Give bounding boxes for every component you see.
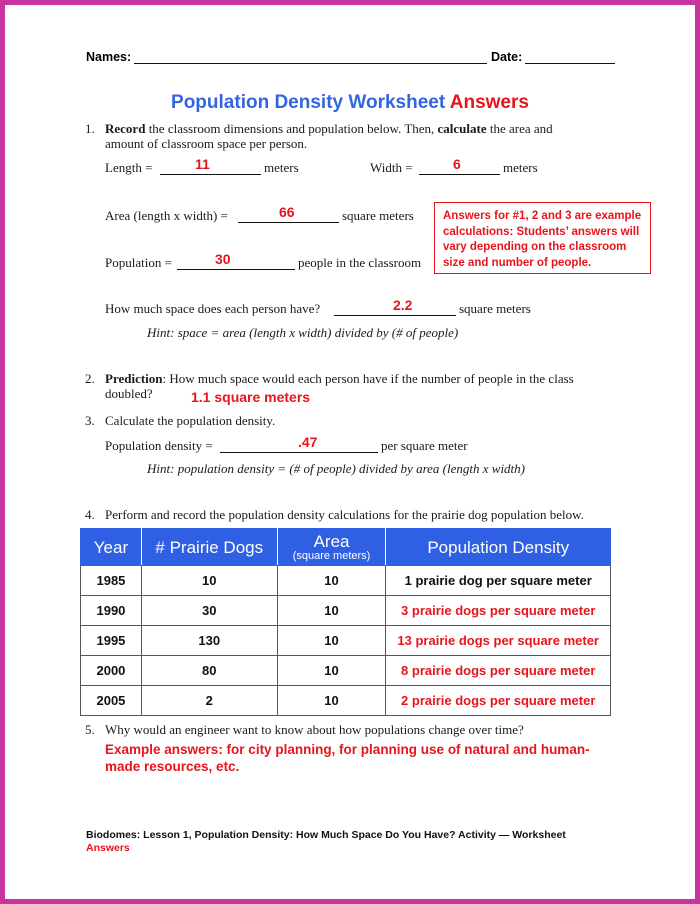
length-unit: meters [264, 160, 299, 175]
space-hint: Hint: space = area (length x width) divided by (# of people) [147, 325, 459, 340]
space-line [334, 315, 456, 316]
density-hint: Hint: population density = (# of people) divided by area (length x width) [147, 461, 525, 476]
cell-dogs: 2 [141, 686, 277, 716]
cell-area: 10 [277, 596, 386, 626]
q5-answer-line1: Example answers: for city planning, for planning use of natural and human- [105, 742, 590, 757]
cell-year: 1985 [81, 566, 142, 596]
title-main: Population Density Worksheet [171, 92, 446, 113]
header-year: Year [81, 529, 142, 566]
cell-density: 13 prairie dogs per square meter [386, 626, 611, 656]
space-unit: square meters [459, 301, 531, 316]
cell-area: 10 [277, 626, 386, 656]
table-row [81, 686, 611, 716]
q3-number: 3. [85, 413, 95, 428]
table-row [81, 566, 611, 596]
density-unit: per square meter [381, 438, 468, 453]
q1-text-line2: amount of classroom space per person. [105, 136, 308, 151]
length-line [160, 174, 261, 175]
area-value: 66 [279, 204, 295, 220]
table-row [81, 596, 611, 626]
width-label: Width = [370, 160, 413, 175]
space-value: 2.2 [393, 297, 413, 313]
cell-year: 1990 [81, 596, 142, 626]
width-value: 6 [453, 156, 461, 172]
cell-dogs: 80 [141, 656, 277, 686]
title-answers: Answers [449, 92, 529, 113]
q3-text: Calculate the population density. [105, 413, 276, 428]
q2-answer: 1.1 square meters [191, 389, 311, 405]
date-line [525, 63, 615, 64]
prairie-dog-table [80, 528, 611, 716]
q5-answer-line2: made resources, etc. [105, 759, 240, 774]
date-label: Date: [491, 50, 523, 64]
cell-area: 10 [277, 656, 386, 686]
cell-dogs: 30 [141, 596, 277, 626]
population-unit: people in the classroom [298, 255, 422, 270]
cell-area: 10 [277, 686, 386, 716]
table-row [81, 656, 611, 686]
names-label: Names: [86, 50, 132, 64]
q2-text-line2: doubled? [105, 386, 153, 401]
density-value: .47 [298, 434, 318, 450]
density-label: Population density = [105, 438, 213, 453]
cell-density: 1 prairie dog per square meter [386, 566, 611, 596]
length-label: Length = [105, 160, 153, 175]
area-line [238, 222, 339, 223]
cell-year: 1995 [81, 626, 142, 656]
cell-density: 3 prairie dogs per square meter [386, 596, 611, 626]
header-prairie-dogs: # Prairie Dogs [141, 529, 277, 566]
q5-number: 5. [85, 722, 95, 737]
width-line [419, 174, 500, 175]
table-row [81, 626, 611, 656]
q1-number: 1. [85, 121, 95, 136]
footer-line2: Answers [86, 842, 130, 854]
q5-text: Why would an engineer want to know about how populations change over time? [105, 722, 524, 737]
population-value: 30 [215, 251, 231, 267]
footer-line1: Biodomes: Lesson 1, Population Density: How Much Space Do You Have? Activity — Worksheet [86, 829, 566, 841]
density-line [220, 452, 378, 453]
page-title [5, 92, 695, 114]
cell-year: 2000 [81, 656, 142, 686]
cell-area: 10 [277, 566, 386, 596]
q4-text: Perform and record the population density calculations for the prairie dog population below. [105, 507, 584, 522]
cell-year: 2005 [81, 686, 142, 716]
population-line [177, 269, 295, 270]
header-population-density: Population Density [386, 529, 611, 566]
q2-text: Prediction: How much space would each person have if the number of people in the class [105, 371, 574, 386]
space-label: How much space does each person have? [105, 301, 321, 316]
width-unit: meters [503, 160, 538, 175]
cell-density: 2 prairie dogs per square meter [386, 686, 611, 716]
names-line [134, 63, 487, 64]
length-value: 11 [195, 156, 210, 172]
cell-dogs: 130 [141, 626, 277, 656]
example-note: Answers for #1, 2 and 3 are example calculations: Students’ answers will vary depending on the classroom size and number of people. [434, 202, 651, 274]
cell-density: 8 prairie dogs per square meter [386, 656, 611, 686]
area-label: Area (length x width) = [105, 208, 228, 223]
population-label: Population = [105, 255, 172, 270]
cell-dogs: 10 [141, 566, 277, 596]
q1-text: Record the classroom dimensions and population below. Then, calculate the area and [105, 121, 553, 136]
table-header-row [81, 529, 611, 566]
q4-number: 4. [85, 507, 95, 522]
area-unit: square meters [342, 208, 414, 223]
header-area: Area (square meters) [277, 529, 386, 566]
worksheet-page [5, 5, 695, 899]
q2-number: 2. [85, 371, 95, 386]
